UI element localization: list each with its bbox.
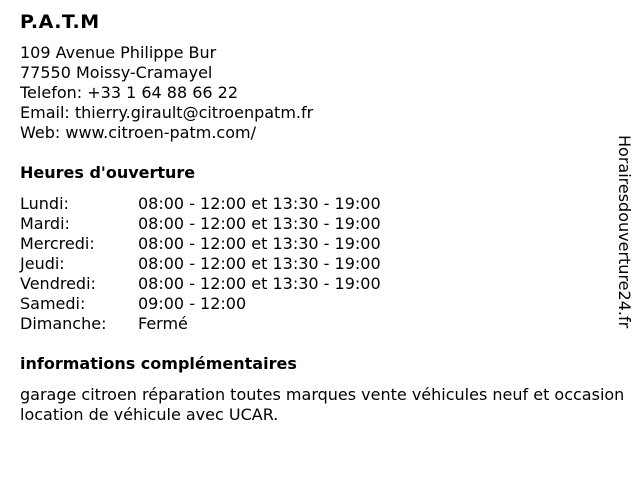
time-value: 08:00 - 12:00 et 13:30 - 19:00 xyxy=(138,214,381,233)
day-label: Samedi: xyxy=(20,294,86,313)
opening-hours-list xyxy=(20,194,381,334)
website-line: Web: www.citroen-patm.com/ xyxy=(20,123,256,142)
address-line-1: 109 Avenue Philippe Bur xyxy=(20,43,217,62)
opening-hours-heading: Heures d'ouverture xyxy=(20,163,196,182)
time-value: 09:00 - 12:00 xyxy=(138,294,247,313)
contact-block xyxy=(20,43,313,143)
hours-row-tuesday xyxy=(20,214,381,234)
time-value: 08:00 - 12:00 et 13:30 - 19:00 xyxy=(138,254,381,273)
hours-row-sunday xyxy=(20,314,381,334)
additional-info-heading: informations complémentaires xyxy=(20,354,297,373)
day-label: Mardi: xyxy=(20,214,70,233)
hours-row-friday xyxy=(20,274,381,294)
time-value: 08:00 - 12:00 et 13:30 - 19:00 xyxy=(138,274,381,293)
phone-line: Telefon: +33 1 64 88 66 22 xyxy=(20,83,239,102)
address-line-2: 77550 Moissy-Cramayel xyxy=(20,63,213,82)
time-value: 08:00 - 12:00 et 13:30 - 19:00 xyxy=(138,194,381,213)
site-watermark: Horairesdouverture24.fr xyxy=(615,135,634,329)
time-value: 08:00 - 12:00 et 13:30 - 19:00 xyxy=(138,234,381,253)
day-label: Dimanche: xyxy=(20,314,107,333)
hours-row-monday xyxy=(20,194,381,214)
hours-row-saturday xyxy=(20,294,381,314)
additional-info-text: garage citroen réparation toutes marques vente véhicules neuf et occasion location de véhicule avec UCAR. xyxy=(20,385,625,424)
day-label: Jeudi: xyxy=(20,254,65,273)
hours-row-thursday xyxy=(20,254,381,274)
email-line: Email: thierry.girault@citroenpatm.fr xyxy=(20,103,314,122)
time-value: Fermé xyxy=(138,314,188,333)
day-label: Vendredi: xyxy=(20,274,96,293)
hours-row-wednesday xyxy=(20,234,381,254)
day-label: Mercredi: xyxy=(20,234,95,253)
business-name: P.A.T.M xyxy=(20,11,100,33)
day-label: Lundi: xyxy=(20,194,69,213)
